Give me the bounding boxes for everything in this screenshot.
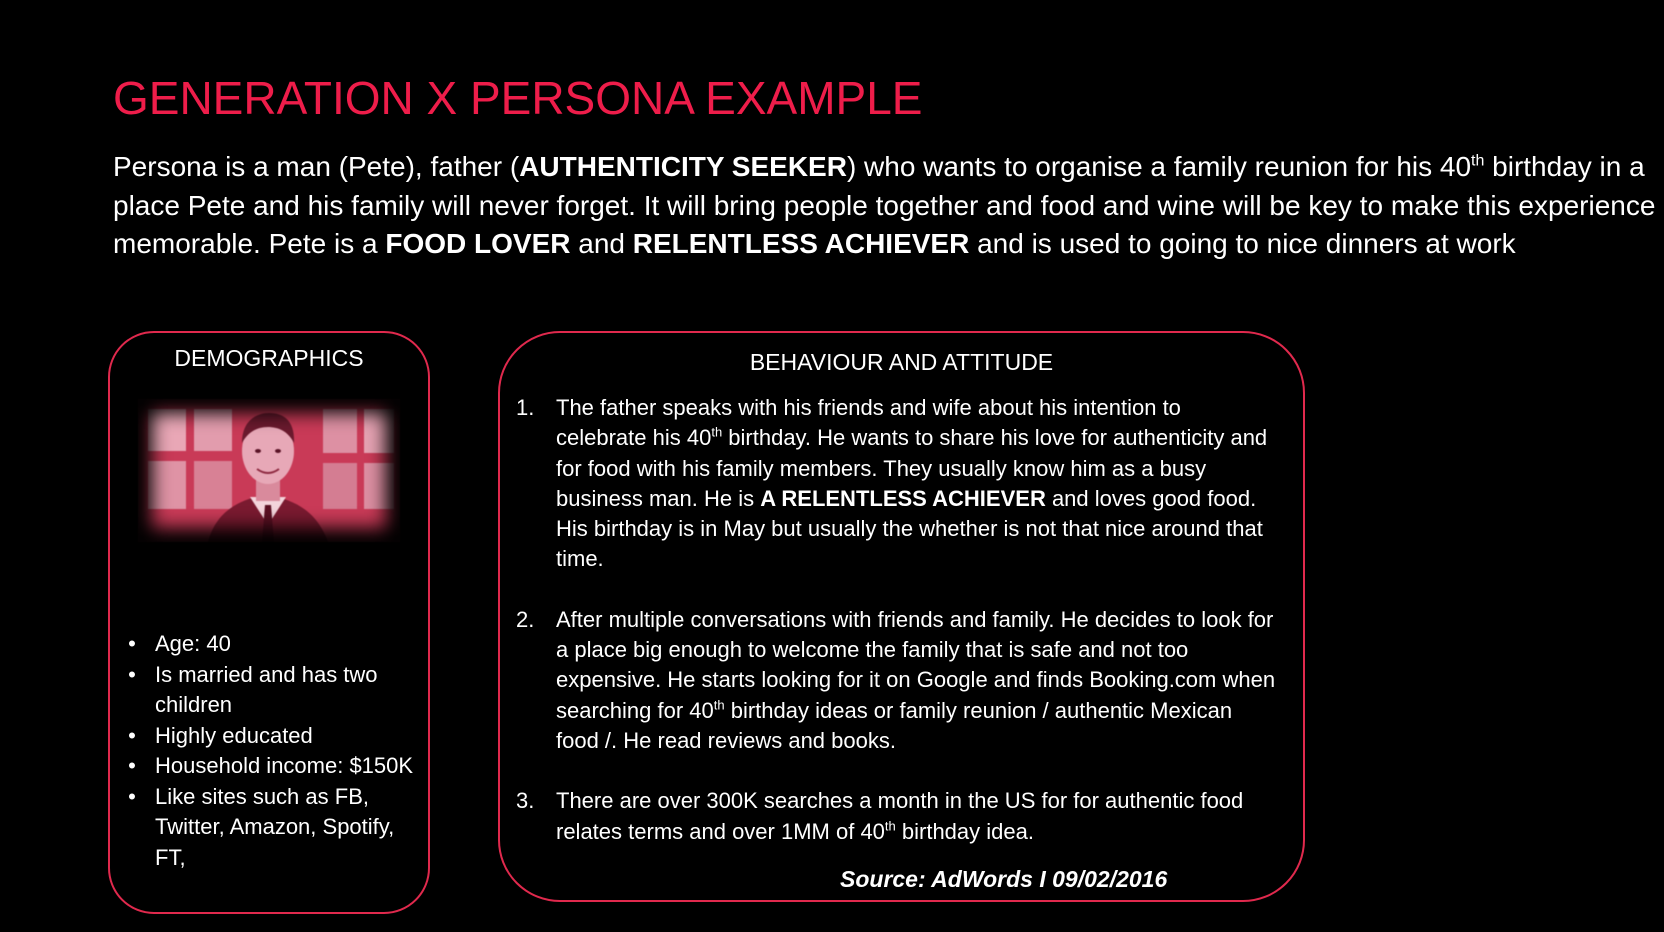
list-item: 3. There are over 300K searches a month in the US for for authentic food relates terms and over 1MM of 40th birthday idea. <box>516 788 1244 844</box>
page-title: GENERATION X PERSONA EXAMPLE <box>113 72 923 124</box>
list-item: • Household income: $150K <box>122 751 422 782</box>
list-item: • Age: 40 <box>122 629 422 660</box>
list-item: • Is married and has two children <box>122 660 422 721</box>
relentless-achiever-highlight: A RELENTLESS ACHIEVER <box>760 485 1046 511</box>
intro-highlight-food-lover: FOOD LOVER <box>385 228 571 259</box>
demographics-panel <box>108 331 430 914</box>
behaviour-list <box>516 393 1276 847</box>
bullet-icon: • <box>128 661 136 687</box>
list-item: • Like sites such as FB, Twitter, Amazon, Spotify, FT, <box>122 782 422 874</box>
list-item: • Highly educated <box>122 721 422 752</box>
bullet-icon: • <box>128 722 136 748</box>
demographics-list <box>122 629 422 873</box>
intro-highlight-authenticity-seeker: AUTHENTICITY SEEKER <box>519 151 847 182</box>
bullet-icon: • <box>128 783 136 809</box>
list-item: 2. After multiple conversations with friends and family. He decides to look for a place big enough to welcome the family that is safe and not too expensive. He starts looking for it on Google and finds Booking.com when searching for 40th birthday ideas or family reunion / authentic Mexican food /. He read reviews and books. <box>516 606 1276 753</box>
persona-intro: Persona is a man (Pete), father (AUTHENTICITY SEEKER) who wants to organise a family reunion for his 40th birthday in a place Pete and his family will never forget. It will bring people together and food and wine will be key to make this experience memorable. Pete is a FOOD LOVER and RELENTLESS ACHIEVER and is used to going to nice dinners at work <box>113 151 1656 259</box>
bullet-icon: • <box>128 631 136 656</box>
behaviour-heading: BEHAVIOUR AND ATTITUDE <box>749 349 1054 375</box>
behaviour-panel <box>498 331 1305 902</box>
demographics-heading: DEMOGRAPHICS <box>174 345 364 371</box>
bullet-icon: • <box>128 753 136 778</box>
list-item: 1. The father speaks with his friends and wife about his intention to celebrate his 40th birthday. He wants to share his love for authenticity and for food with his family members. They usually know him as a busy business man. He is A RELENTLESS ACHIEVER and loves good food. His birthday is in May but usually the whether is not that nice around that time. <box>516 395 1268 572</box>
intro-highlight-relentless-achiever: RELENTLESS ACHIEVER <box>632 228 970 259</box>
persona-photo <box>138 399 400 542</box>
source-citation: Source: AdWords I 09/02/2016 <box>840 866 1168 892</box>
